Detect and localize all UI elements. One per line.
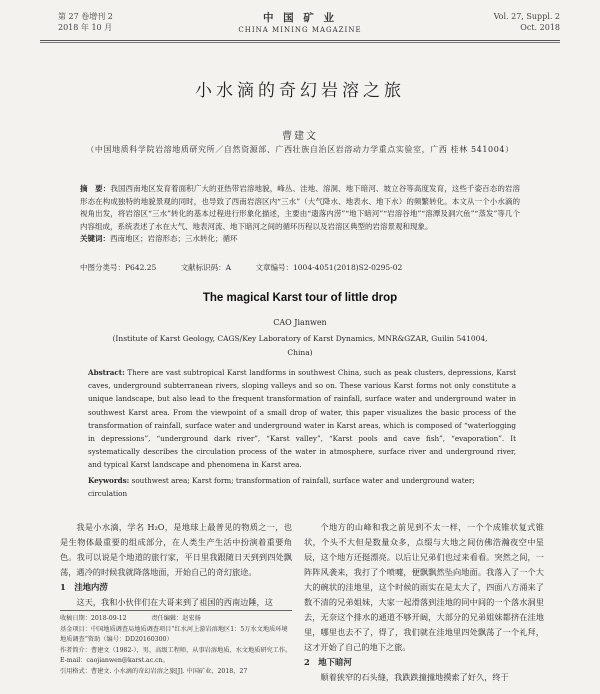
header-rule-thin [40,42,560,43]
body-paragraph: 我是小水滴，学名 H₂O，是地球上最普见的物质之一，也是生物体最重要的组成部分，在人类生产生活中扮演着重要角色。我可以说是个地道的旅行家，平日里我跟随日天到到四处飘荡，遇冷的时候我就降落地面，开始自己的奇幻旅途。 [60,522,292,577]
footnote-fund: 基金项目：中国地质调查局地质调查项目“红水河上游岩溶地区1：5万水文地质环境地质调查”资助（编号：DD20160300） [60,625,288,643]
en-keywords-label: Keywords: [88,476,130,485]
keywords-label: 关键词： [80,234,110,243]
journal-name-en: CHINA MINING MAGAZINE [238,26,362,34]
keywords-text: 西南地区；岩溶形态；三水转化；循环 [110,234,238,243]
english-title: The magical Karst tour of little drop [202,292,398,304]
journal-name-cn: 中 国 矿 业 [263,12,337,24]
section-heading: 1 洼地内涝 [60,582,108,592]
en-abstract-text: There are vast subtropical Karst landforms in southwest China, such as peak clusters, depressions, Karst caves, underground subterranean rivers, sloping valleys and so on. These various Karst forms not only constitute a unique landscape, but also lead to the frequent transformation of rainfall, surface water and underground water in southwest Karst area. From the viewpoint of a small drop of water, this paper visualizes the basic process of the transformation of rainfall, surface water and underground water in Karst areas, which is composed of “waterlogging in depressions”, “underground dark river”, “Karst valley”, “Karst pools and cave fish”, “evaporation”. It systematically describes the circulation process of the water in atmosphere, surface river and underground river, and typical Karst landscape and phenomena in Karst area. [88,368,516,470]
article-number: 文章编号：1004-4051(2018)S2-0295-02 [255,263,403,272]
abstract-text: 我国西南地区发育着面积广大的亚热带岩溶地貌，峰丛、洼地、溶洞、地下暗河、坡立谷等高度发育，这些千姿百态的岩溶形态在构成独特的地貌景观的同时，也导致了西南岩溶区内“三水”（大气降水、地表水、地下水）的频繁转化。本文从一个小水滴的视角出发，将岩溶区“三水”转化的基本过程进行形象化描述，主要由“遗落内涝”“地下暗河”“岩溶谷地”“溶潭及洞穴鱼”“蒸发”等几个内容组成，系统表述了水在大气、地表河流、地下暗河之间的循环历程以及岩溶区典型的岩溶景观和现象。 [80,184,521,231]
header-date: 2018 年 10 月 [58,23,113,32]
english-author: CAO Jianwen [273,318,327,327]
footnotes [60,610,292,677]
body-paragraph: 个地方的山峰和我之前见到不太一样，一个个成锥状复式锥状，个头不大但是数量众多，点缀与大地之间仿佛浩瀚夜空中星辰，这个地方还挺漂亮。以后让兄弟们也过来看看。突然之间，一阵阵风袭来，我打了个喷嚏，便飘飘然坠向地面。我落入了一个大大的碗状的洼地里，这个时候的雨实在是太大了，四面八方涌来了数不清的兄弟姐妹，大家一起滑落到洼地的同中间的一个落水洞里去，无奈这个排水的通道不够开阔，大部分的兄弟姐妹都挤在洼地里，哪里也去不了，得了，我们就在洼地里四处飘荡了一个礼拜，这才开始了自己的地下之旅。 [304,522,544,652]
running-header [0,8,600,42]
en-keywords-text: southwest area; Karst form; transformation of rainfall, surface water and underground water; circulation [88,476,475,499]
english-affiliation: (Institute of Karst Geology, CAGS/Key Laboratory of Karst Dynamics, MNR&GZAR, Guilin 541004, China) [112,334,488,357]
header-volume-en [494,11,560,33]
doc-code: 文献标识码：A [180,263,232,272]
paper-title: 小水滴的奇幻岩溶之旅 [195,81,405,101]
section-heading: 2 地下暗河 [304,657,352,667]
clc-number: 中图分类号：P642.25 [80,263,157,272]
footnote-received: 收稿日期：2018-09-12 责任编辑：赵宏扬 [60,615,201,622]
paper-author: 曹建文 [282,131,318,142]
body-column-right [304,520,544,685]
body-column-left [60,520,292,610]
abstract-label: 摘 要： [80,184,111,193]
paper-affiliation: （中国地质科学院岩溶地质研究所／自然资源部、广西壮族自治区岩溶动力学重点实验室，广西 桂林 541004） [86,145,514,154]
abstract-cn [80,183,520,246]
footnote-citation: 引用格式：曹建文. 小水滴的奇幻岩溶之旅[J]. 中国矿业，2018，27 [60,667,248,675]
footnote-author: 作者简介：曹建文（1982-），男，高级工程师，从事岩溶地质、水文地质研究工作。E-mail：caojianwen@karst.ac.cn。 [60,646,292,664]
body-paragraph: 顺着狭窄的石头缝，我跌跌撞撞地摸索了好久，终于 [320,672,509,682]
header-date-en: Oct. 2018 [520,23,560,32]
header-rule [40,40,560,41]
keywords-en [88,474,516,500]
body-paragraph: 这天，我和小伙伴们在大哥来到了祖国的西南边陲，这 [76,597,273,607]
en-abstract-label: Abstract: [88,368,125,377]
header-volume: 第 27 卷增刊 2 [58,12,113,21]
header-volume-en-line: Vol. 27, Suppl. 2 [493,12,560,21]
abstract-en [88,366,516,472]
article-meta [80,262,520,273]
